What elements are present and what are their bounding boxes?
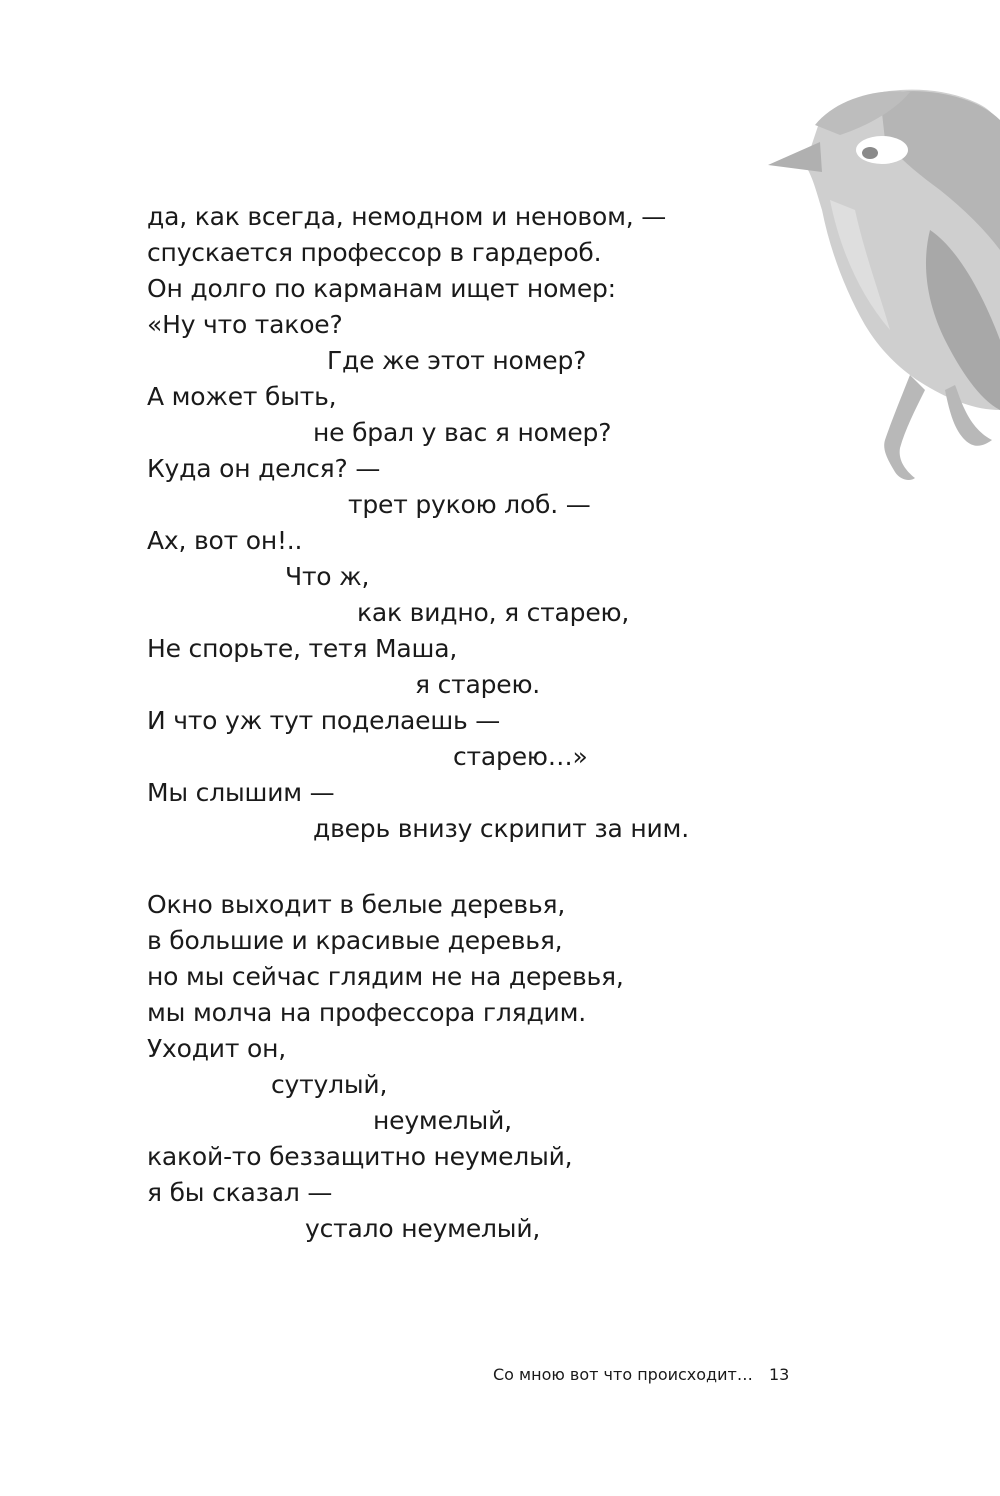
- poem-line: трет рукою лоб. —: [348, 490, 591, 519]
- poem-line: Ах, вот он!..: [147, 526, 303, 555]
- poem-line: Окно выходит в белые деревья,: [147, 890, 566, 919]
- poem-line: А может быть,: [147, 382, 337, 411]
- poem-line: Что ж,: [285, 562, 370, 591]
- poem-line: не брал у вас я номер?: [313, 418, 612, 447]
- poem-line: Мы слышим —: [147, 778, 335, 807]
- poem-line: в большие и красивые деревья,: [147, 926, 563, 955]
- bird-illustration-icon: [760, 80, 1000, 490]
- poem-line: устало неумелый,: [305, 1214, 541, 1243]
- poem-line: Не спорьте, тетя Маша,: [147, 634, 458, 663]
- poem-line: дверь внизу скрипит за ним.: [313, 814, 689, 843]
- poem-line: спускается профессор в гардероб.: [147, 238, 602, 267]
- poem-line: мы молча на профессора глядим.: [147, 998, 587, 1027]
- poem-line: да, как всегда, немодном и неновом, —: [147, 202, 667, 231]
- page-number: 13: [769, 1365, 790, 1384]
- poem-line: Уходит он,: [147, 1034, 286, 1063]
- poem-line: «Ну что такое?: [147, 310, 343, 339]
- poem-line: старею…»: [453, 742, 588, 771]
- poem-line: И что уж тут поделаешь —: [147, 706, 501, 735]
- poem-line: я бы сказал —: [147, 1178, 333, 1207]
- poem-line: но мы сейчас глядим не на деревья,: [147, 962, 624, 991]
- poem-line: Он долго по карманам ищет номер:: [147, 274, 616, 303]
- poem-line: какой-то беззащитно неумелый,: [147, 1142, 573, 1171]
- poem-line: Где же этот номер?: [327, 346, 587, 375]
- poem-line: Куда он делся? —: [147, 454, 381, 483]
- poem-line: неумелый,: [373, 1106, 512, 1135]
- running-title: Со мною вот что происходит…: [493, 1365, 753, 1384]
- poem-line: я старею.: [415, 670, 541, 699]
- poem-line: как видно, я старею,: [357, 598, 630, 627]
- poem-line: сутулый,: [271, 1070, 388, 1099]
